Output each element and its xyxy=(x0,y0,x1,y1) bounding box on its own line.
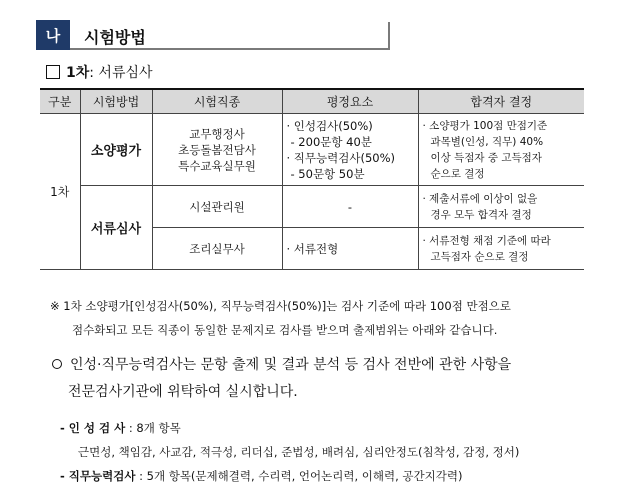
pass-line: · 제출서류에 이상이 없을 xyxy=(422,192,538,205)
col-header-category: 구분 xyxy=(40,89,80,114)
item-detail: 근면성, 책임감, 사교감, 적극성, 리더십, 준법성, 배려심, 심리안정도(침착성, 감정, 정서) xyxy=(78,445,520,459)
eval-cell: - xyxy=(282,186,418,228)
col-header-pass: 합격자 결정 xyxy=(418,89,584,114)
checkbox-square-icon xyxy=(46,65,60,79)
section-badge: 나 xyxy=(36,20,70,50)
note-line: 점수화되고 모든 직종이 동일한 문제지로 검사를 받으며 출제범위는 아래와 같습니다. xyxy=(72,323,498,337)
pass-cell xyxy=(418,228,584,270)
pass-line: 순으로 결정 xyxy=(430,167,485,180)
field-name: 교무행정사 xyxy=(189,126,245,141)
table-row xyxy=(40,186,584,228)
col-header-method: 시험방법 xyxy=(80,89,152,114)
subheading-rest: : 서류심사 xyxy=(89,65,153,81)
method-cell-document: 서류심사 xyxy=(80,186,152,270)
eval-line: · 직무능력검사(50%) xyxy=(286,150,395,165)
section-title: 시험방법 xyxy=(84,28,146,47)
test-item-list xyxy=(60,416,610,488)
eval-cell: · 서류전형 xyxy=(282,228,418,270)
subheading xyxy=(46,62,153,82)
item-text: : 5개 항목(문제해결력, 수리력, 언어논리력, 이해력, 공간지각력) xyxy=(135,469,463,483)
scoring-note xyxy=(50,294,598,342)
eval-cell xyxy=(282,114,418,186)
pass-line: · 서류전형 채점 기준에 따라 xyxy=(422,234,551,247)
eval-line: - 50문항 50분 xyxy=(290,166,365,181)
pass-line: · 소양평가 100점 만점기준 xyxy=(422,119,548,132)
table-header-row xyxy=(40,89,584,114)
item-text: : 8개 항목 xyxy=(125,421,181,435)
list-item xyxy=(60,464,610,488)
eval-line: · 인성검사(50%) xyxy=(286,118,373,133)
method-cell-aptitude: 소양평가 xyxy=(80,114,152,186)
col-header-eval: 평정요소 xyxy=(282,89,418,114)
pass-line: 경우 모두 합격자 결정 xyxy=(430,208,532,221)
pass-cell xyxy=(418,114,584,186)
field-name: 특수교육실무원 xyxy=(178,158,256,173)
intro-line: 인성·직무능력검사는 문항 출제 및 결과 분석 등 검사 전반에 관한 사항을 xyxy=(70,357,512,373)
col-header-field: 시험직종 xyxy=(152,89,282,114)
field-cell: 조리실무사 xyxy=(152,228,282,270)
item-label: - 인 성 검 사 xyxy=(60,421,126,435)
field-name: 초등돌봄전담사 xyxy=(178,142,256,157)
list-item xyxy=(60,416,610,440)
stage-cell: 1차 xyxy=(40,114,80,270)
field-cell: 시설관리원 xyxy=(152,186,282,228)
note-line: ※ 1차 소양평가[인성검사(50%), 직무능력검사(50%)]는 검사 기준에 따라 100점 만점으로 xyxy=(50,299,511,313)
section-header xyxy=(36,20,390,50)
intro-paragraph xyxy=(52,352,608,406)
header-underline xyxy=(70,48,390,50)
field-cell xyxy=(152,114,282,186)
pass-line: 이상 득점자 중 고득점자 xyxy=(430,151,542,164)
pass-line: 과목별(인성, 직무) 40% xyxy=(430,135,544,148)
pass-cell xyxy=(418,186,584,228)
circle-bullet-icon xyxy=(52,359,62,369)
header-rightline xyxy=(388,22,390,50)
pass-line: 고득점자 순으로 결정 xyxy=(430,250,529,263)
item-label: - 직무능력검사 xyxy=(60,469,136,483)
exam-table xyxy=(40,88,584,270)
intro-line: 전문검사기관에 위탁하여 실시합니다. xyxy=(68,384,298,400)
table-row xyxy=(40,114,584,186)
subheading-stage: 1차 xyxy=(66,65,90,81)
eval-line: - 200문항 40분 xyxy=(290,134,372,149)
